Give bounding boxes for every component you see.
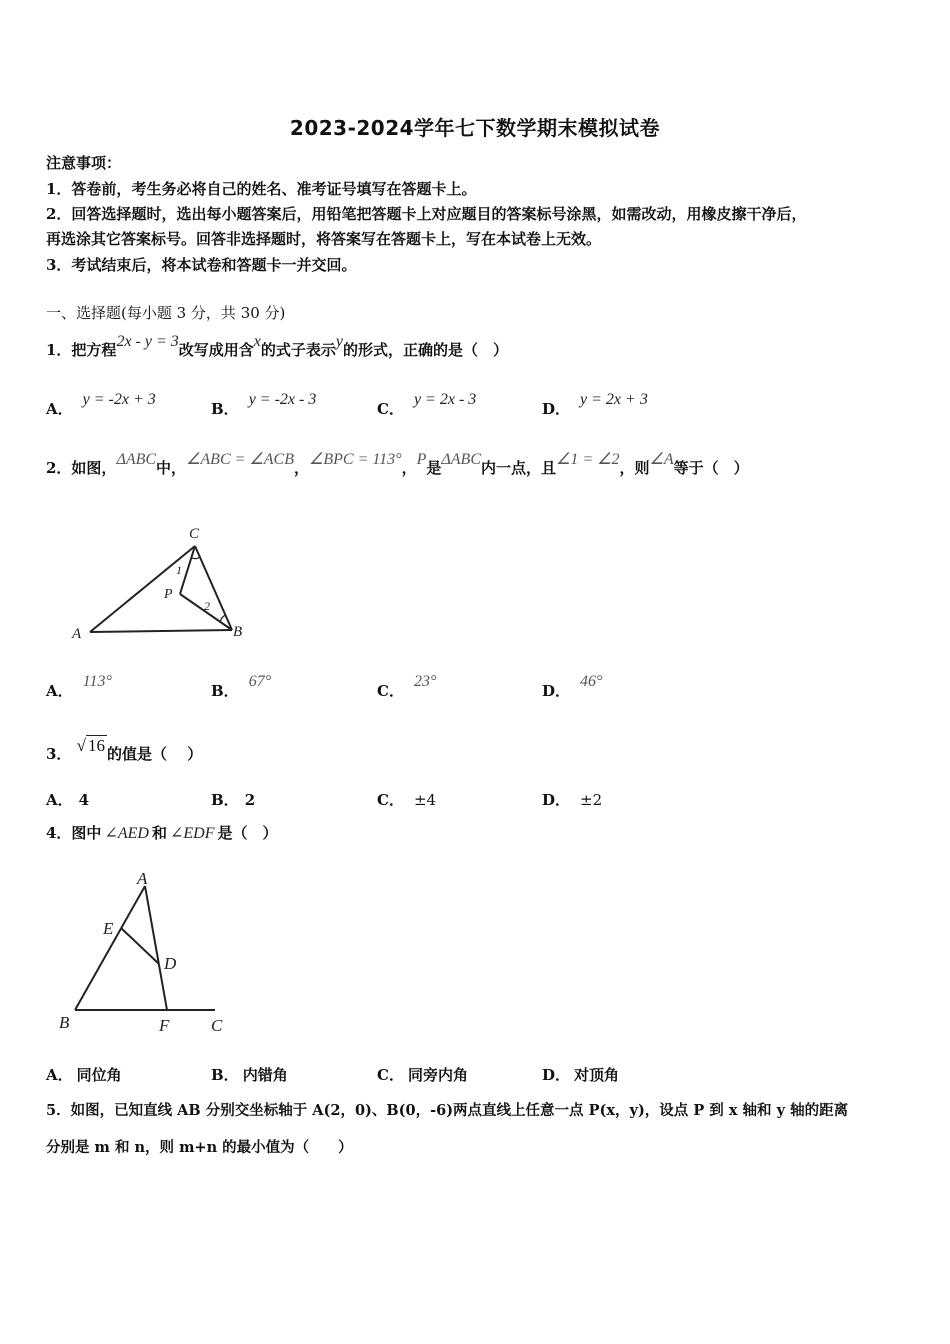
q2-angle-equal-12: ∠1 = ∠2 — [556, 451, 620, 468]
side-ab — [90, 630, 232, 632]
notice-item-3: 3．考试结束后，将本试卷和答题卡一并交回。 — [46, 256, 357, 274]
line-ab — [75, 886, 145, 1010]
page-title: 2023-2024学年七下数学期末模拟试卷 — [289, 116, 661, 140]
q2-angle-a: ∠A — [649, 451, 674, 468]
q4-angle-aed: ∠AED — [104, 825, 149, 842]
q2-option-d[interactable]: D．46° — [542, 673, 603, 700]
notice-item-2: 2．回答选择题时，选出每小题答案后，用铅笔把答题卡上对应题目的答案标号涂黑，如需改动，用橡皮擦干净后， — [46, 205, 807, 223]
q1-number: 1．把方程 — [46, 341, 117, 359]
q2-point-p: P — [416, 451, 427, 468]
label-b: B — [59, 1013, 70, 1032]
q2-option-c[interactable]: C．23° — [377, 673, 437, 700]
q1-mid2: 的式子表示 — [260, 341, 336, 359]
label-a: A — [137, 869, 148, 888]
label-c: C — [211, 1016, 223, 1035]
label-b: B — [233, 624, 243, 640]
q1-mid: 改写成用含 — [178, 341, 254, 359]
question-4: 4．图中 ∠AED 和 ∠EDF 是（ ） — [46, 824, 278, 842]
section-heading: 一、选择题(每小题 3 分，共 30 分) — [46, 304, 286, 322]
label-e: E — [103, 919, 114, 938]
q2-equal-angles: ∠ABC = ∠ACB — [186, 451, 294, 468]
q1-tail: 的形式，正确的是（ ） — [343, 341, 509, 359]
q2-angle-bpc: ∠BPC = 113° — [309, 451, 402, 468]
label-2: 2 — [204, 599, 210, 613]
q4-option-d[interactable]: D． 对顶角 — [542, 1066, 620, 1084]
label-p: P — [164, 587, 173, 602]
q3-option-b[interactable]: B． 2 — [211, 791, 256, 809]
q2-option-b[interactable]: B．67° — [211, 673, 272, 700]
q1-option-d[interactable]: D．y = 2x + 3 — [542, 391, 648, 418]
q4-number: 4．图中 — [46, 824, 102, 842]
q3-option-a[interactable]: A． 4 — [46, 791, 90, 809]
question-1 — [46, 333, 509, 360]
line-af — [145, 886, 167, 1010]
q3-number: 3． — [46, 745, 72, 763]
q4-angle-edf: ∠EDF — [169, 825, 215, 842]
q1-option-a[interactable]: A．y = -2x + 3 — [46, 391, 156, 418]
label-d: D — [164, 954, 177, 973]
label-a: A — [72, 626, 82, 642]
q4-option-b[interactable]: B． 内错角 — [211, 1066, 288, 1084]
label-1: 1 — [176, 563, 182, 577]
question-5-line1: 5．如图，已知直线 AB 分别交坐标轴于 A(2，0)、B(0，-6)两点直线上任意一点 P(x，y)，设点 P 到 x 轴和 y 轴的距离 — [46, 1102, 849, 1119]
q3-radical: √ 16 — [76, 736, 106, 755]
notice-heading: 注意事项： — [46, 154, 122, 172]
q1-option-c[interactable]: C．y = 2x - 3 — [377, 391, 477, 418]
q3-tail: 的值是（ ） — [107, 745, 203, 763]
q2-number: 2．如图， — [46, 459, 117, 477]
q1-option-b[interactable]: B．y = -2x - 3 — [211, 391, 317, 418]
label-c: C — [189, 526, 200, 542]
q2-option-a[interactable]: A．113° — [46, 673, 112, 700]
q3-option-c[interactable]: C． ±4 — [377, 791, 437, 809]
q3-radicand: 16 — [88, 736, 106, 755]
q2-triangle: ΔABC — [116, 451, 157, 468]
q4-option-a[interactable]: A． 同位角 — [46, 1066, 122, 1084]
q1-var-y: y — [335, 333, 344, 350]
q4-option-c[interactable]: C． 同旁内角 — [377, 1066, 468, 1084]
question-5-line2: 分别是 m 和 n，则 m+n 的最小值为（ ） — [46, 1139, 353, 1156]
q2-triangle-figure — [60, 518, 260, 648]
notice-item-1: 1．答卷前，考生务必将自己的姓名、准考证号填写在答题卡上。 — [46, 180, 477, 198]
q4-figure — [55, 868, 245, 1038]
side-ac — [90, 546, 195, 632]
notice-item-2-cont: 再选涂其它答案标号。回答非选择题时，将答案写在答题卡上，写在本试卷上无效。 — [46, 230, 602, 248]
q1-var-x: x — [253, 333, 261, 350]
label-f: F — [159, 1016, 170, 1035]
question-3 — [46, 736, 203, 764]
q1-equation: 2x - y = 3 — [116, 333, 179, 350]
q3-option-d[interactable]: D． ±2 — [542, 791, 603, 809]
question-2: 2．如图，ΔABC中，∠ABC = ∠ACB，∠BPC = 113°，P是ΔABC内一点，且∠1 = ∠2，则∠A等于（ ） — [46, 451, 749, 477]
